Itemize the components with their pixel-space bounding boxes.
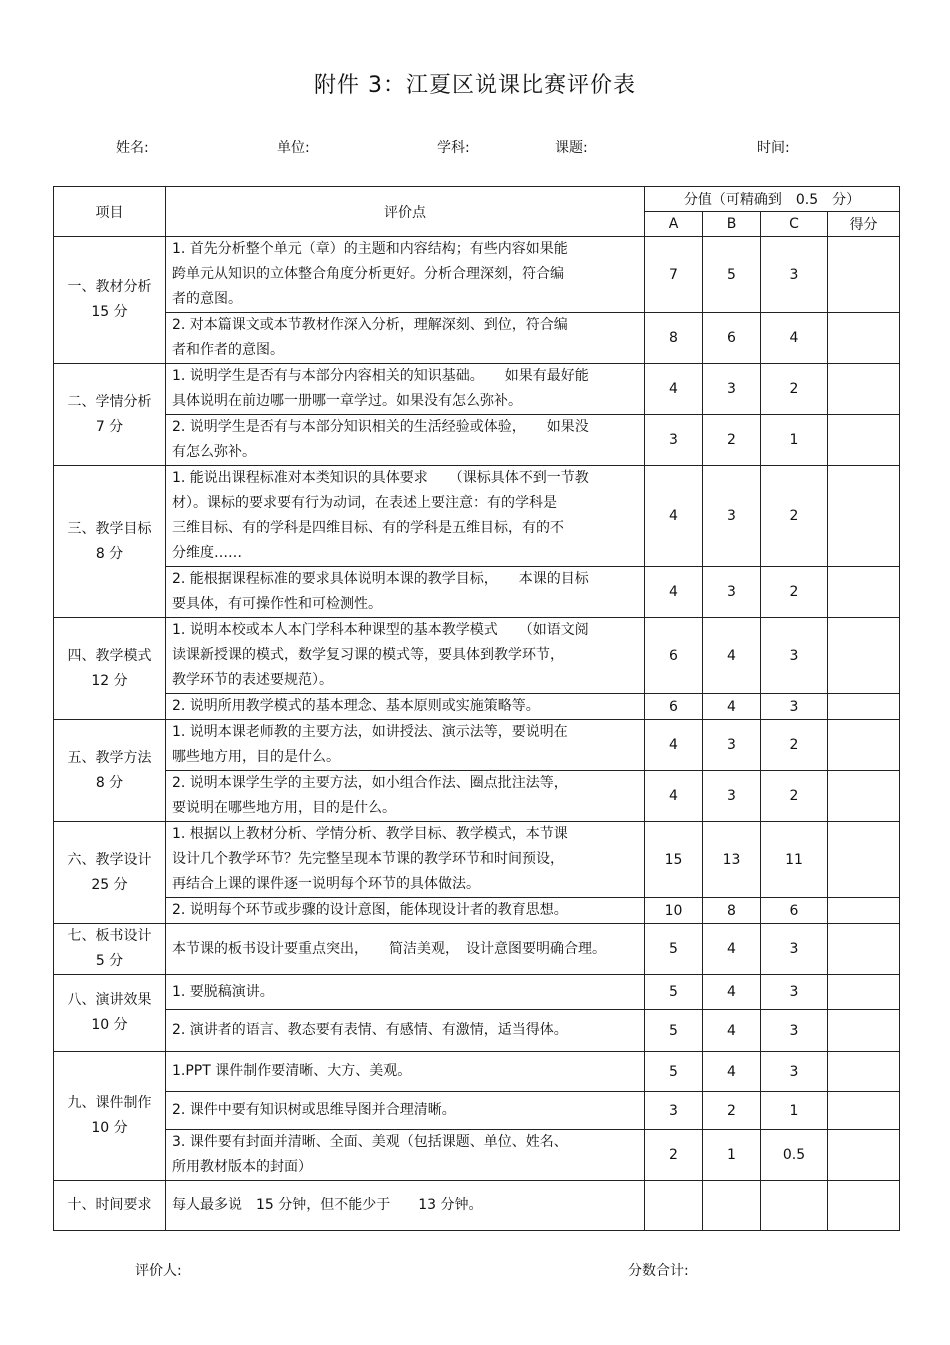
section-name: 三、教学目标 xyxy=(67,520,152,537)
criterion-line: 2. 说明所用教学模式的基本理念、基本原则或实施策略等。 xyxy=(172,698,540,714)
score-a-cell: 8 xyxy=(645,313,703,364)
criterion-line: 3. 课件要有封面并清晰、全面、美观（包括课题、单位、姓名、 xyxy=(172,1134,568,1150)
score-a-cell: 5 xyxy=(645,924,703,975)
score-c-cell: 0.5 xyxy=(761,1130,828,1181)
criterion-line: 哪些地方用，目的是什么。 xyxy=(172,749,340,765)
evaluator-label: 评价人: xyxy=(135,1263,182,1279)
score-b-cell: 3 xyxy=(703,466,761,567)
criterion-line: 分维度…… xyxy=(172,545,242,561)
criterion-line: 者的意图。 xyxy=(172,291,242,307)
name-label: 姓名: xyxy=(116,140,149,156)
section-cell xyxy=(54,364,166,466)
section-name: 八、演讲效果 xyxy=(67,992,152,1008)
score-b-cell: 3 xyxy=(703,364,761,415)
score-b-cell: 5 xyxy=(703,237,761,313)
criterion-line: 要说明在哪些地方用，目的是什么。 xyxy=(172,800,396,816)
table-row xyxy=(54,567,900,618)
criterion-line: 1. 说明学生是否有与本部分内容相关的知识基础。 如果有最好能 xyxy=(172,368,589,384)
criterion-line: 2. 说明每个环节或步骤的设计意图，能体现设计者的教育思想。 xyxy=(172,902,568,918)
criterion-cell xyxy=(166,1130,645,1181)
section-name: 一、教材分析 xyxy=(67,279,152,295)
score-a-cell: 5 xyxy=(645,975,703,1010)
criterion-line: 1. 首先分析整个单元（章）的主题和内容结构；有些内容如果能 xyxy=(172,241,568,257)
criterion-cell xyxy=(166,618,645,694)
score-b-cell: 4 xyxy=(703,618,761,694)
score-got-cell[interactable] xyxy=(828,1181,900,1231)
header-got: 得分 xyxy=(828,212,900,237)
table-row xyxy=(54,898,900,924)
score-c-cell: 3 xyxy=(761,237,828,313)
score-c-cell: 2 xyxy=(761,771,828,822)
score-c-cell: 3 xyxy=(761,975,828,1010)
score-c-cell: 2 xyxy=(761,567,828,618)
score-got-cell[interactable] xyxy=(828,618,900,694)
score-b-cell: 3 xyxy=(703,567,761,618)
criterion-line: 三维目标、有的学科是四维目标、有的学科是五维目标，有的不 xyxy=(172,520,564,536)
criterion-line: 具体说明在前边哪一册哪一章学过。如果没有怎么弥补。 xyxy=(172,393,522,409)
score-a-cell: 3 xyxy=(645,1092,703,1130)
score-c-cell: 3 xyxy=(761,924,828,975)
score-got-cell[interactable] xyxy=(828,415,900,466)
table-row xyxy=(54,694,900,720)
table-row xyxy=(54,1010,900,1052)
score-got-cell[interactable] xyxy=(828,1130,900,1181)
score-c-cell: 1 xyxy=(761,1092,828,1130)
header-a: A xyxy=(645,212,703,237)
score-c-cell: 3 xyxy=(761,694,828,720)
page-title: 附件 3：江夏区说课比赛评价表 xyxy=(314,73,636,98)
criterion-cell xyxy=(166,237,645,313)
section-name: 十、时间要求 xyxy=(67,1197,152,1213)
table-row xyxy=(54,1052,900,1092)
score-a-cell: 3 xyxy=(645,415,703,466)
section-name: 七、板书设计 xyxy=(67,928,152,944)
score-b-cell: 3 xyxy=(703,720,761,771)
section-cell xyxy=(54,618,166,720)
table-row xyxy=(54,237,900,313)
table-row xyxy=(54,720,900,771)
score-c-cell: 4 xyxy=(761,313,828,364)
section-points: 10 分 xyxy=(91,1120,128,1136)
score-got-cell[interactable] xyxy=(828,720,900,771)
section-points: 5 分 xyxy=(95,953,124,969)
subject-label: 学科: xyxy=(437,140,470,156)
score-a-cell: 7 xyxy=(645,237,703,313)
score-got-cell[interactable] xyxy=(828,1052,900,1092)
score-c-cell: 2 xyxy=(761,720,828,771)
criterion-line: 有怎么弥补。 xyxy=(172,444,256,460)
criterion-cell xyxy=(166,720,645,771)
score-b-cell: 2 xyxy=(703,415,761,466)
section-name: 六、教学设计 xyxy=(67,851,152,868)
score-c-cell: 3 xyxy=(761,1052,828,1092)
criterion-line: 2. 对本篇课文或本节教材作深入分析，理解深刻、到位，符合编 xyxy=(172,317,568,333)
criterion-line: 1.PPT 课件制作要清晰、大方、美观。 xyxy=(172,1063,412,1079)
criterion-cell xyxy=(166,924,645,975)
score-b-cell: 13 xyxy=(703,822,761,898)
header-score-group: 分值（可精确到 0.5 分） xyxy=(645,187,900,212)
criterion-cell xyxy=(166,975,645,1010)
score-b-cell: 4 xyxy=(703,975,761,1010)
table-row xyxy=(54,618,900,694)
score-got-cell[interactable] xyxy=(828,364,900,415)
criterion-cell xyxy=(166,567,645,618)
criterion-line: 读课新授课的模式，数学复习课的模式等，要具体到教学环节， xyxy=(172,647,564,663)
criterion-line: 1. 要脱稿演讲。 xyxy=(172,983,274,1000)
score-got-cell[interactable] xyxy=(828,313,900,364)
section-points: 8 分 xyxy=(95,545,124,562)
score-got-cell[interactable] xyxy=(828,771,900,822)
score-a-cell xyxy=(645,1181,703,1231)
criterion-line: 每人最多说 15 分钟，但不能少于 13 分钟。 xyxy=(172,1197,483,1213)
section-points: 12 分 xyxy=(91,672,128,689)
section-name: 九、课件制作 xyxy=(67,1095,152,1111)
score-a-cell: 4 xyxy=(645,567,703,618)
score-b-cell xyxy=(703,1181,761,1231)
criterion-cell xyxy=(166,1181,645,1231)
total-label: 分数合计: xyxy=(628,1263,689,1279)
score-c-cell: 3 xyxy=(761,1010,828,1052)
score-c-cell: 1 xyxy=(761,415,828,466)
score-c-cell xyxy=(761,1181,828,1231)
header-b: B xyxy=(703,212,761,237)
header-points: 评价点 xyxy=(166,187,645,237)
score-b-cell: 3 xyxy=(703,771,761,822)
table-row xyxy=(54,822,900,898)
criterion-cell xyxy=(166,415,645,466)
criterion-cell xyxy=(166,822,645,898)
criterion-line: 2. 说明本课学生学的主要方法，如小组合作法、圈点批注法等， xyxy=(172,775,568,791)
table-row xyxy=(54,1181,900,1231)
score-b-cell: 4 xyxy=(703,1052,761,1092)
header-c: C xyxy=(761,212,828,237)
criterion-line: 1. 说明本课老师教的主要方法，如讲授法、演示法等，要说明在 xyxy=(172,724,568,740)
criterion-cell xyxy=(166,313,645,364)
table-row xyxy=(54,1092,900,1130)
criterion-line: 设计几个教学环节？先完整呈现本节课的教学环节和时间预设， xyxy=(172,851,564,867)
score-b-cell: 1 xyxy=(703,1130,761,1181)
score-got-cell[interactable] xyxy=(828,237,900,313)
criterion-line: 2. 演讲者的语言、教态要有表情、有感情、有激情，适当得体。 xyxy=(172,1022,568,1038)
score-b-cell: 4 xyxy=(703,924,761,975)
score-a-cell: 4 xyxy=(645,771,703,822)
score-a-cell: 6 xyxy=(645,618,703,694)
score-b-cell: 8 xyxy=(703,898,761,924)
criterion-line: 1. 根据以上教材分析、学情分析、教学目标、教学模式，本节课 xyxy=(172,826,568,842)
table-row xyxy=(54,466,900,567)
section-cell xyxy=(54,1052,166,1181)
score-b-cell: 6 xyxy=(703,313,761,364)
criterion-cell xyxy=(166,694,645,720)
section-cell xyxy=(54,975,166,1052)
criterion-line: 所用教材版本的封面） xyxy=(172,1159,312,1175)
score-c-cell: 11 xyxy=(761,822,828,898)
section-cell xyxy=(54,237,166,364)
score-a-cell: 4 xyxy=(645,720,703,771)
score-c-cell: 3 xyxy=(761,618,828,694)
criterion-cell xyxy=(166,1010,645,1052)
score-a-cell: 4 xyxy=(645,364,703,415)
criterion-line: 教学环节的表述要规范）。 xyxy=(172,672,333,688)
criterion-line: 1. 说明本校或本人本门学科本种课型的基本教学模式 （如语文阅 xyxy=(172,622,589,638)
section-name: 二、学情分析 xyxy=(67,393,152,410)
score-got-cell[interactable] xyxy=(828,694,900,720)
criterion-line: 要具体，有可操作性和可检测性。 xyxy=(172,596,382,612)
score-a-cell: 4 xyxy=(645,466,703,567)
score-got-cell[interactable] xyxy=(828,898,900,924)
topic-label: 课题: xyxy=(555,140,588,156)
score-got-cell[interactable] xyxy=(828,1010,900,1052)
section-cell xyxy=(54,1181,166,1231)
score-got-cell[interactable] xyxy=(828,466,900,567)
table-row xyxy=(54,771,900,822)
section-cell xyxy=(54,822,166,924)
criterion-line: 2. 说明学生是否有与本部分知识相关的生活经验或体验， 如果没 xyxy=(172,419,589,435)
header-item: 项目 xyxy=(54,187,166,237)
criterion-line: 本节课的板书设计要重点突出， 简洁美观， 设计意图要明确合理。 xyxy=(172,940,606,957)
score-a-cell: 5 xyxy=(645,1010,703,1052)
score-got-cell[interactable] xyxy=(828,975,900,1010)
section-cell xyxy=(54,924,166,975)
score-got-cell[interactable] xyxy=(828,924,900,975)
section-points: 10 分 xyxy=(91,1017,128,1033)
criterion-line: 材）。课标的要求要有行为动词，在表述上要注意：有的学科是 xyxy=(172,495,557,511)
score-c-cell: 2 xyxy=(761,466,828,567)
table-row xyxy=(54,364,900,415)
score-a-cell: 10 xyxy=(645,898,703,924)
score-b-cell: 2 xyxy=(703,1092,761,1130)
criterion-cell xyxy=(166,1092,645,1130)
score-b-cell: 4 xyxy=(703,1010,761,1052)
score-a-cell: 6 xyxy=(645,694,703,720)
score-b-cell: 4 xyxy=(703,694,761,720)
section-name: 四、教学模式 xyxy=(67,647,152,664)
criterion-line: 再结合上课的课件逐一说明每个环节的具体做法。 xyxy=(172,876,480,892)
score-got-cell[interactable] xyxy=(828,1092,900,1130)
criterion-cell xyxy=(166,364,645,415)
section-points: 25 分 xyxy=(91,876,128,893)
section-points: 7 分 xyxy=(95,418,124,435)
time-label: 时间: xyxy=(757,140,790,156)
criterion-cell xyxy=(166,771,645,822)
criterion-line: 者和作者的意图。 xyxy=(172,342,284,358)
evaluation-table xyxy=(53,186,900,1231)
table-row xyxy=(54,924,900,975)
section-name: 五、教学方法 xyxy=(67,749,152,766)
section-points: 8 分 xyxy=(95,774,124,791)
score-a-cell: 15 xyxy=(645,822,703,898)
criterion-cell xyxy=(166,1052,645,1092)
score-a-cell: 2 xyxy=(645,1130,703,1181)
score-got-cell[interactable] xyxy=(828,567,900,618)
score-c-cell: 2 xyxy=(761,364,828,415)
criterion-line: 2. 课件中要有知识树或思维导图并合理清晰。 xyxy=(172,1102,456,1118)
unit-label: 单位: xyxy=(277,140,310,156)
section-cell xyxy=(54,720,166,822)
score-c-cell: 6 xyxy=(761,898,828,924)
criterion-line: 1. 能说出课程标准对本类知识的具体要求 （课标具体不到一节教 xyxy=(172,470,589,486)
table-row xyxy=(54,1130,900,1181)
section-points: 15 分 xyxy=(91,304,128,320)
criterion-cell xyxy=(166,898,645,924)
criterion-line: 跨单元从知识的立体整合角度分析更好。分析合理深刻，符合编 xyxy=(172,266,564,282)
criterion-cell xyxy=(166,466,645,567)
score-a-cell: 5 xyxy=(645,1052,703,1092)
table-row xyxy=(54,975,900,1010)
criterion-line: 2. 能根据课程标准的要求具体说明本课的教学目标， 本课的目标 xyxy=(172,571,589,587)
score-got-cell[interactable] xyxy=(828,822,900,898)
section-cell xyxy=(54,466,166,618)
table-row xyxy=(54,415,900,466)
table-row xyxy=(54,313,900,364)
